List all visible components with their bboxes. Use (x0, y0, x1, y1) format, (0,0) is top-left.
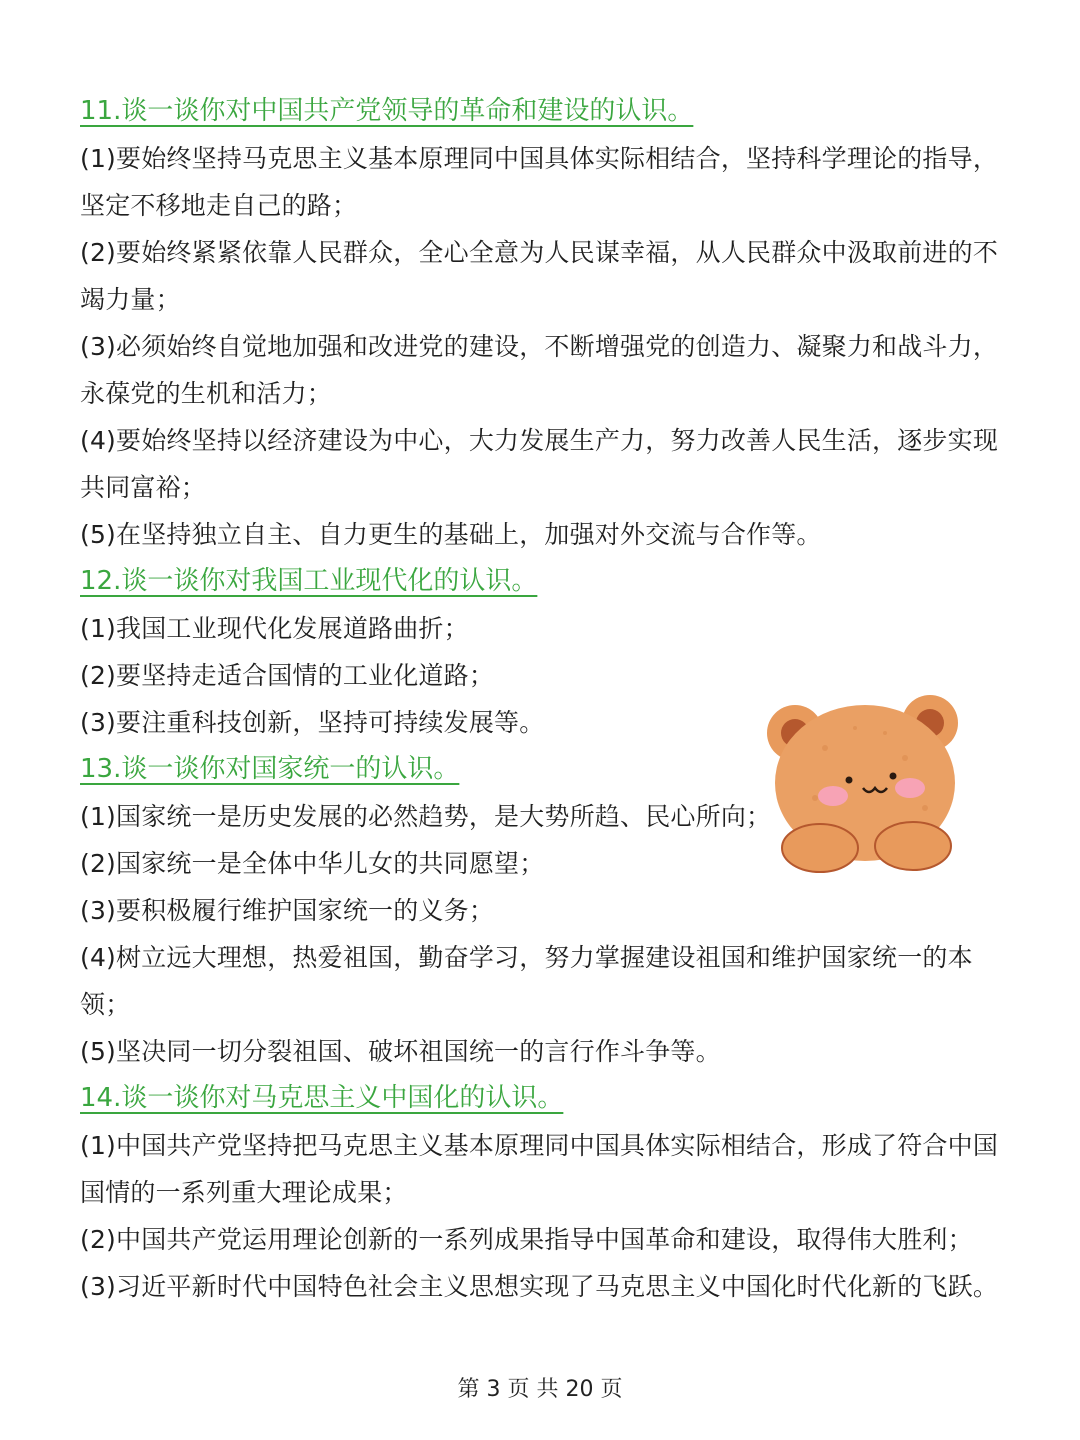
answer-item: (3)习近平新时代中国特色社会主义思想实现了马克思主义中国化时代化新的飞跃。 (80, 1272, 999, 1301)
answer-item: (3)要积极履行维护国家统一的义务； (80, 896, 495, 925)
answer-item: (2)要始终紧紧依靠人民群众，全心全意为人民谋幸福，从人民群众中汲取前进的不竭力量； (80, 238, 999, 314)
answer-item: (5)在坚持独立自主、自力更生的基础上，加强对外交流与合作等。 (80, 520, 822, 549)
question-section-11 (80, 88, 1010, 558)
question-heading: 13.谈一谈你对国家统一的认识。 (80, 754, 460, 784)
answer-item: (3)必须始终自觉地加强和改进党的建设，不断增强党的创造力、凝聚力和战斗力，永葆党的生机和活力； (80, 332, 999, 408)
teddy-bear-icon (765, 688, 970, 873)
page-number: 第 3 页 共 20 页 (457, 1377, 623, 1402)
answer-item: (2)中国共产党运用理论创新的一系列成果指导中国革命和建设，取得伟大胜利； (80, 1225, 973, 1254)
answer-item: (2)国家统一是全体中华儿女的共同愿望； (80, 849, 545, 878)
answer-item: (4)要始终坚持以经济建设为中心，大力发展生产力，努力改善人民生活，逐步实现共同富裕； (80, 426, 999, 502)
answer-item: (2)要坚持走适合国情的工业化道路； (80, 661, 495, 690)
answer-item: (1)中国共产党坚持把马克思主义基本原理同中国具体实际相结合，形成了符合中国国情的一系列重大理论成果； (80, 1131, 999, 1207)
question-heading: 12.谈一谈你对我国工业现代化的认识。 (80, 566, 538, 596)
question-section-14 (80, 1075, 1010, 1310)
answer-item: (1)我国工业现代化发展道路曲折； (80, 614, 469, 643)
answer-item: (4)树立远大理想，热爱祖国，勤奋学习，努力掌握建设祖国和维护国家统一的本领； (80, 943, 973, 1019)
answer-item: (5)坚决同一切分裂祖国、破坏祖国统一的言行作斗争等。 (80, 1037, 721, 1066)
answer-item: (1)国家统一是历史发展的必然趋势，是大势所趋、民心所向； (80, 802, 772, 831)
answer-item: (3)要注重科技创新，坚持可持续发展等。 (80, 708, 545, 737)
question-heading: 11.谈一谈你对中国共产党领导的革命和建设的认识。 (80, 96, 694, 126)
answer-item: (1)要始终坚持马克思主义基本原理同中国具体实际相结合，坚持科学理论的指导，坚定不移地走自己的路； (80, 144, 999, 220)
question-heading: 14.谈一谈你对马克思主义中国化的认识。 (80, 1083, 564, 1113)
